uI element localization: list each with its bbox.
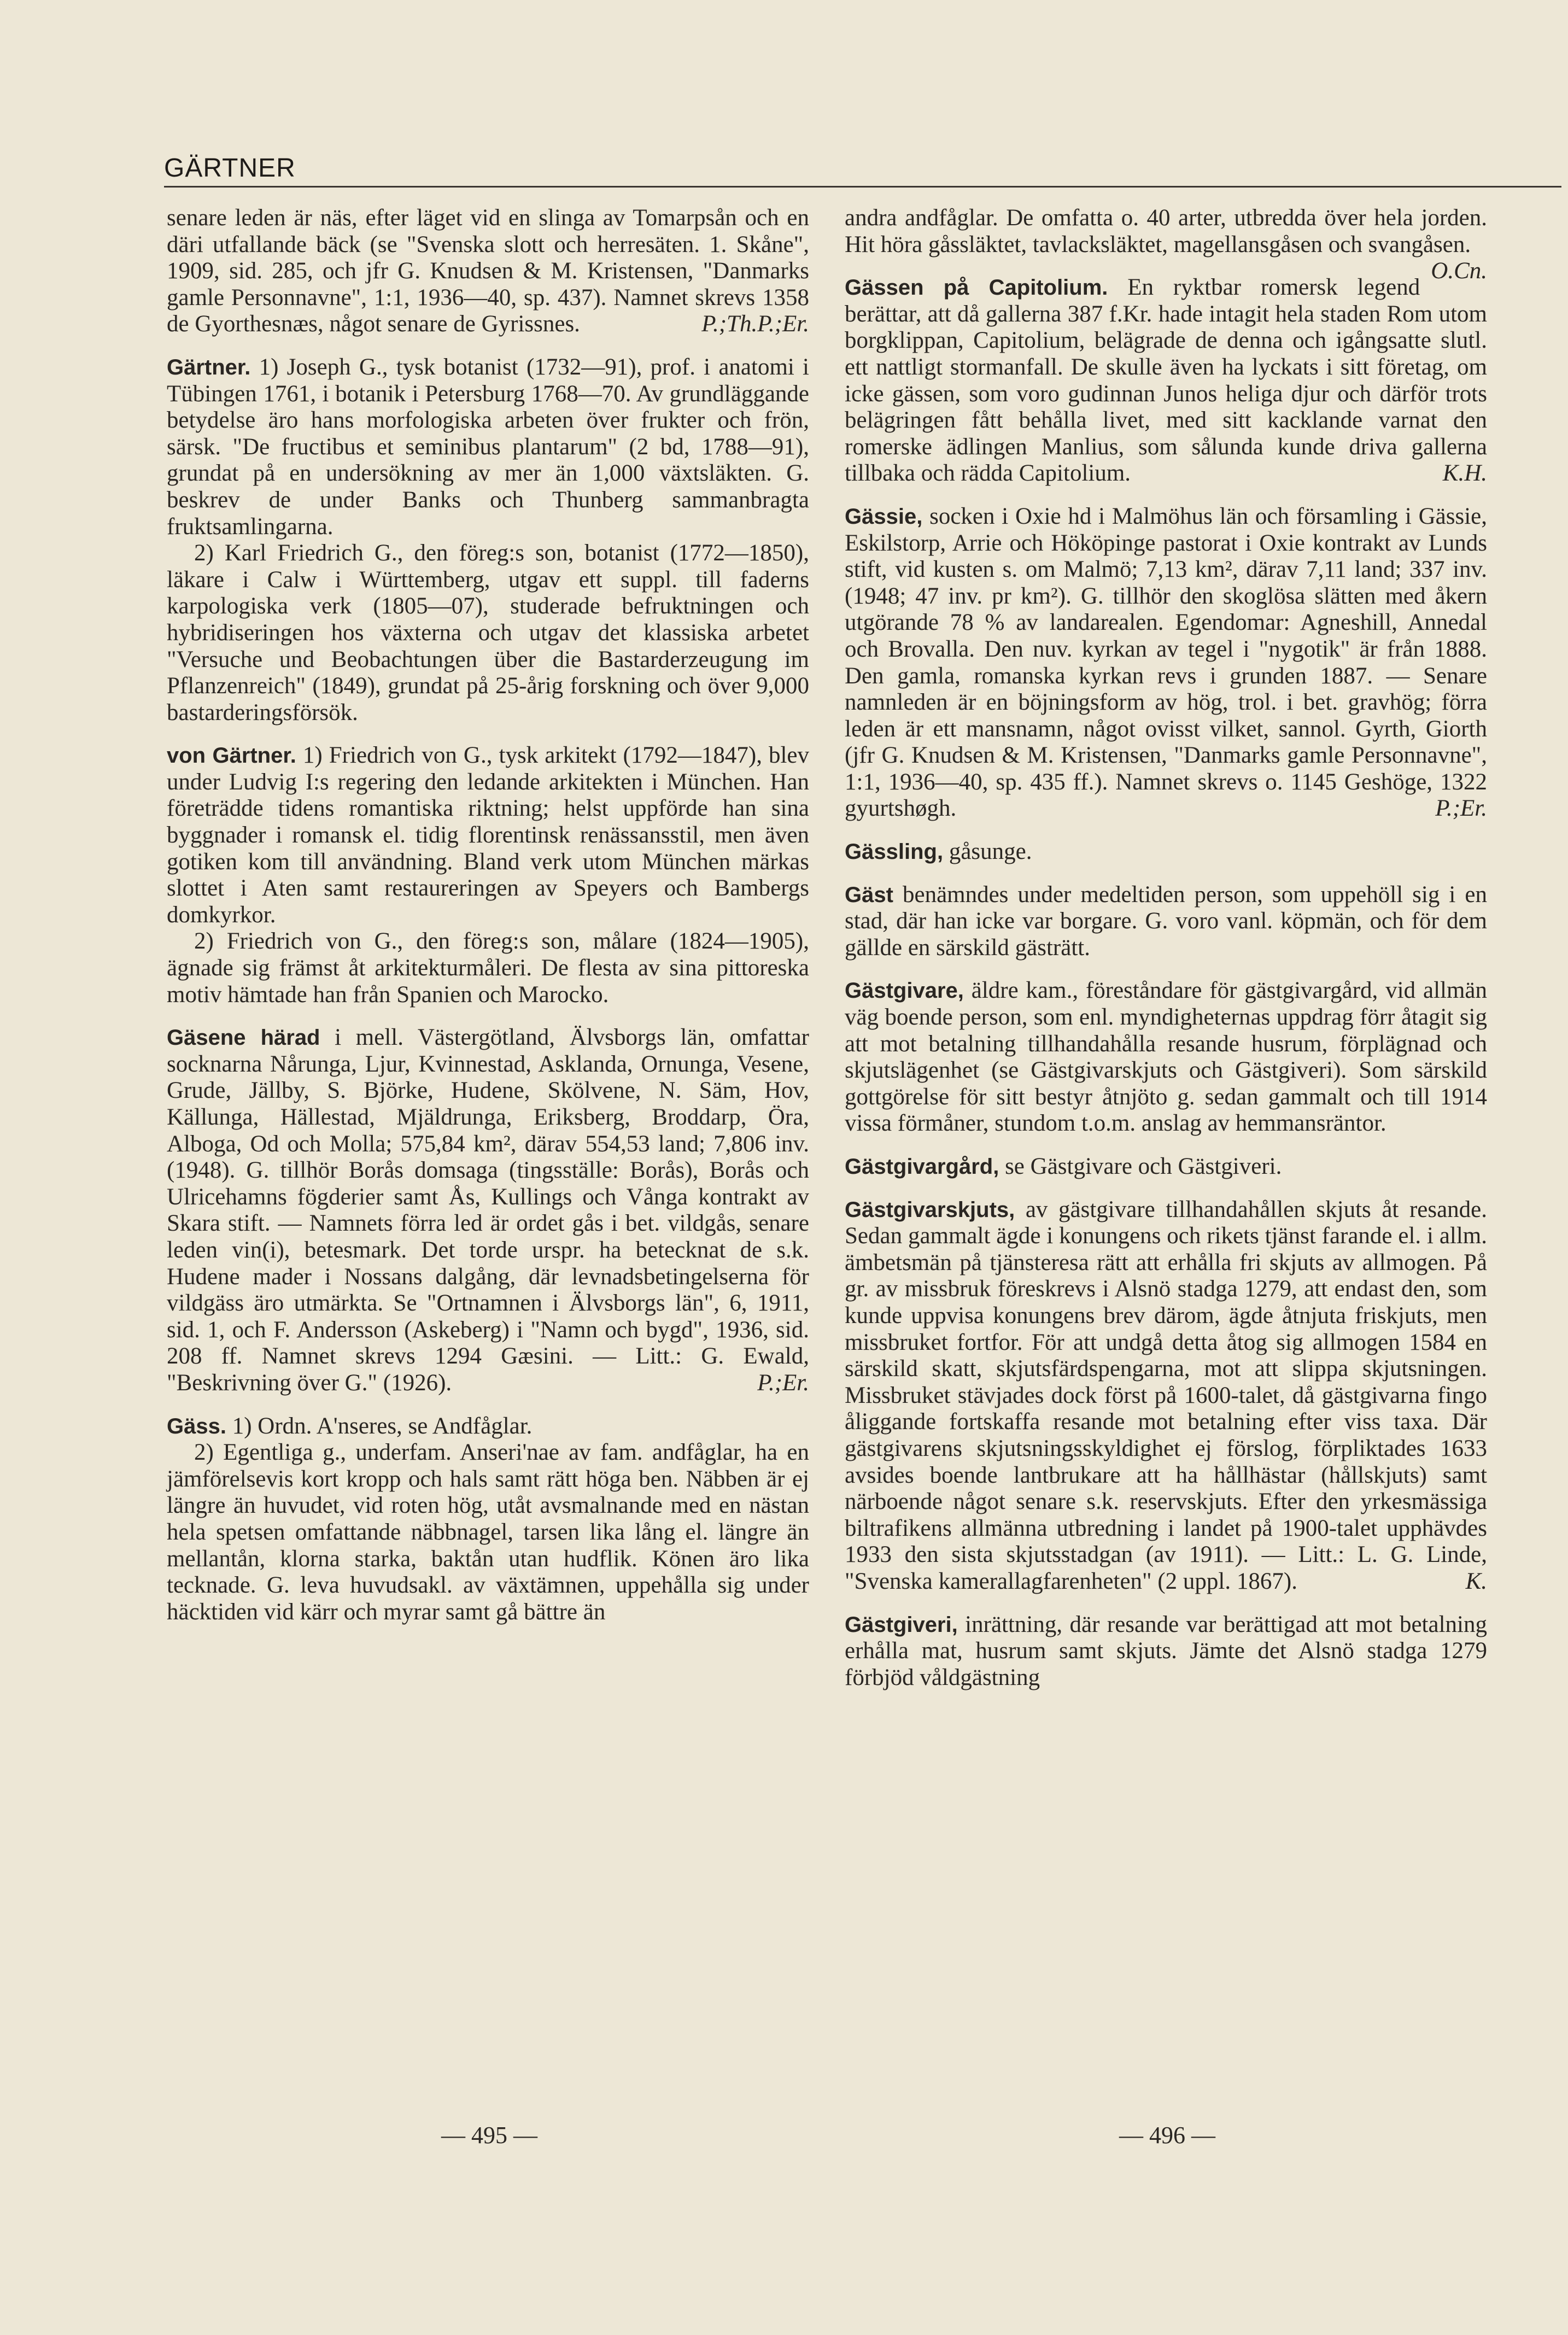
entry-headword: Gässling, bbox=[845, 840, 944, 864]
dictionary-entry bbox=[845, 839, 1487, 865]
entry-text: 1) Ordn. A'nseres, se Andfåglar. bbox=[226, 1413, 533, 1439]
entry-text: 2) Friedrich von G., den föreg:s son, målare (1824—1905), ägnade sig främst åt arkitekturmåleri. De flesta av sina pittoreska motiv hämtade han från Spanien och Marocko. bbox=[167, 928, 809, 1008]
entry-text: se Gästgivare och Gästgiveri. bbox=[999, 1154, 1282, 1179]
author-signature: P.;Er. bbox=[757, 1370, 809, 1396]
entry-text: benämndes under medeltiden person, som uppehöll sig i en stad, där han icke var borgare. G. voro vanl. köpmän, och för dem gällde en särskild gästrätt. bbox=[845, 881, 1487, 961]
entry-text: En ryktbar romersk legend berättar, att då gallerna 387 f.Kr. hade intagit hela staden Rom utom borgklippan, Capitolium, belägrade de denna och igångsatte slutl. ett nattligt stormanfall. De skulle även ha lyckats i sitt företag, om icke gässen, som voro gudinnan Junos heliga djur och därför trots belägringen fått behålla livet, med sitt kacklande varnat den romerske ädlingen Manlius, som sålunda kunde driva gallerna tillbaka och rädda Capitolium. bbox=[845, 274, 1487, 487]
entry-text: i mell. Västergötland, Älvsborgs län, omfattar socknarna Nårunga, Ljur, Kvinnestad, Asklanda, Ornunga, Vesene, Grude, Jällby, S. Björke, Hudene, Skölvene, N. Säm, Hov, Källunga, Hällestad, Mjäldrunga, Eriksberg, Broddarp, Öra, Alboga, Od och Molla; 575,84 km², därav 554,53 land; 7,806 inv. (1948). G. tillhör Borås domsaga (tingsställe: Borås), Borås och Ulricehamns fögderier samt Ås, Kullings och Vånga kontrakt av Skara stift. — Namnets förra led är ordet gås i bet. vildgås, senare leden vin(i), betesmark. Det torde urspr. ha betecknat de s.k. Hudene mader i Nossans dalgång, där levnadsbetingelserna för vildgäss äro utmärkta. Se "Ortnamnen i Älvsborgs län", 6, 1911, sid. 1, och F. Andersson (Askeberg) i "Namn och bygd", 1936, sid. 208 ff. Namnet skrevs 1294 Gæsini. — Litt.: G. Ewald, "Beskrivning över G." (1926). bbox=[167, 1025, 809, 1396]
dictionary-entry bbox=[167, 928, 809, 1008]
entry-text: 2) Karl Friedrich G., den föreg:s son, botanist (1772—1850), läkare i Calw i Württemberg, utgav ett suppl. till faderns karpologiska verk (1805—07), studerade befruktningen och hybridiseringen hos växterna och utgav det klassiska arbetet "Versuche und Beobachtungen über die Bastarderzeugung im Pflanzenreich" (1849), grundat på 25-årig forskning och över 9,000 bastarderingsförsök. bbox=[167, 540, 809, 725]
entry-headword: Gässie, bbox=[845, 504, 923, 529]
entry-text: 1) Friedrich von G., tysk arkitekt (1792—1847), blev under Ludvig I:s regering den ledande arkitekten i München. Han företrädde tidens romantiska riktning; helst uppförde han sina byggnader i romansk el. tidig florentinsk renässansstil, men även gotiken kom till användning. Bland verk utom München märkas slottet i Aten samt restaureringen av Speyers och Bambergs domkyrkor. bbox=[167, 742, 809, 928]
dictionary-entry bbox=[167, 1413, 809, 1440]
entry-headword: Gärtner. bbox=[167, 355, 251, 379]
entry-headword: Gässen på Capitolium. bbox=[845, 276, 1108, 300]
entry-text: äldre kam., föreståndare för gästgivargård, vid allmän väg boende person, som enl. myndigheternas uppdrag förr åtagit sig att mot betalning tillhandahålla resande husrum, förplägnad och skjutslägenhet (se Gästgivarskjuts och Gästgiveri). Som särskild gottgörelse för sitt bestyr åtnjöto g. sedan gammalt och till 1914 vissa förmåner, stundom t.o.m. anslag av hemmansräntor. bbox=[845, 978, 1487, 1137]
dictionary-entry bbox=[845, 978, 1487, 1137]
dictionary-entry bbox=[167, 742, 809, 928]
running-head: GÄRTNER bbox=[164, 154, 296, 183]
dictionary-entry bbox=[167, 1439, 809, 1625]
entry-headword: von Gärtner. bbox=[167, 744, 296, 768]
entry-text: senare leden är näs, efter läget vid en slinga av Tomarpsån och en däri utfallande bäck (se "Svenska slott och herresäten. 1. Skåne", 1909, sid. 285, och jfr G. Knudsen & M. Kristensen, "Danmarks gamle Personnavne", 1:1, 1936—40, sp. 437). Namnet skrevs 1358 de Gyorthesnæs, något senare de Gyrissnes. bbox=[167, 205, 809, 337]
author-signature: K. bbox=[1465, 1568, 1487, 1594]
dictionary-entry bbox=[167, 540, 809, 726]
dictionary-entry bbox=[167, 354, 809, 540]
dictionary-entry bbox=[845, 1197, 1487, 1595]
page-number-right: — 496 — bbox=[1119, 2122, 1215, 2149]
entry-headword: Gästgivare, bbox=[845, 979, 964, 1003]
entry-headword: Gäst bbox=[845, 882, 893, 907]
entry-text: gåsunge. bbox=[943, 839, 1032, 865]
entry-headword: Gästgivargård, bbox=[845, 1155, 999, 1179]
entry-text: 1) Joseph G., tysk botanist (1732—91), prof. i anatomi i Tübingen 1761, i botanik i Petersburg 1768—70. Av grundläggande betydelse äro hans morfologiska arbeten över frukter och frön, särsk. "De fructibus et seminibus plantarum" (2 bd, 1788—91), grundat på en undersökning av mer än 1,000 växtsläkten. G. beskrev de under Banks och Thunberg sammanbragta fruktsamlingarna. bbox=[167, 354, 809, 540]
entry-text: 2) Egentliga g., underfam. Anseri'nae av fam. andfåglar, ha en jämförelsevis kort kropp och hals samt rätt höga ben. Näbben är ej längre än huvudet, vid roten hög, utåt avsmalnande med en nästan hela spetsen omfattande näbbnagel, tarsen lika lång el. längre än mellantån, klorna starka, baktån utan hudflik. Könen äro lika tecknade. G. leva huvudsakl. av växtämnen, uppehålla sig under häcktiden vid kärr och myrar samt gå bättre än bbox=[167, 1439, 809, 1625]
entry-headword: Gäsene härad bbox=[167, 1026, 320, 1050]
dictionary-entry bbox=[845, 882, 1487, 962]
entry-headword: Gästgivarskjuts, bbox=[845, 1197, 1015, 1222]
entry-text: socken i Oxie hd i Malmöhus län och församling i Gässie, Eskilstorp, Arrie och Hököpinge pastorat i Oxie kontrakt av Lunds stift, vid kusten s. om Malmö; 7,13 km², därav 7,11 land; 337 inv. (1948; 47 inv. pr km²). G. tillhör den skoglösa slätten med åkern utgörande 78 % av landarealen. Egendomar: Agneshill, Annedal och Brovalla. Den nuv. kyrkan av tegel i "nygotik" är från 1888. Den gamla, romanska kyrkan revs i grunden 1887. — Senare namnleden är en böjningsform av hög, trol. i bet. gravhög; förra leden är ett mansnamn, något ovisst vilket, sannol. Gyrth, Giorth (jfr G. Knudsen & M. Kristensen, "Danmarks gamle Personnavne", 1:1, 1936—40, sp. 435 ff.). Namnet skrevs o. 1145 Geshöge, 1322 gyurtshøgh. bbox=[845, 503, 1487, 822]
dictionary-entry bbox=[167, 1025, 809, 1396]
dictionary-entry bbox=[845, 274, 1487, 487]
entry-text: av gästgivare tillhandahållen skjuts åt resande. Sedan gammalt ägde i konungens och rikets tjänst farande el. i allm. ämbetsmän på tjänsteresa rätt att erhålla fri skjuts av allmogen. På gr. av missbruk föreskrevs i Alsnö stadga 1279, att endast den, som kunde uppvisa konungens brev därom, ägde åtnjuta friskjuts, men missbruket fortfor. För att undgå detta åtog sig allmogen 1584 en särskild skatt, skjutsfärdspengarna, mot att slippa skjutsningen. Missbruket stävjades dock först på 1600-talet, då gästgivarna fingo åliggande fortskaffa resande mot betalning efter viss taxa. Där gästgivarens skjutsningsskyldighet ej förslog, förpliktades 1633 avsides boende lantbrukare att ha hållhästar (hållskjuts) samt närboende något senare s.k. reservskjuts. Efter den yrkesmässiga biltrafikens allmänna utbredning i landet på 1900-talet upphävdes 1933 den sista skjutsstadgan (av 1911). — Litt.: L. G. Linde, "Svenska kamerallagfarenheten" (2 uppl. 1867). bbox=[845, 1196, 1487, 1594]
dictionary-entry bbox=[845, 1154, 1487, 1180]
dictionary-entry bbox=[845, 504, 1487, 822]
author-signature: P.;Th.P.;Er. bbox=[701, 311, 809, 337]
header-rule bbox=[164, 186, 1561, 188]
dictionary-entry bbox=[845, 1612, 1487, 1692]
right-column bbox=[845, 205, 1487, 1691]
entry-headword: Gäss. bbox=[167, 1414, 226, 1438]
author-signature: O.Cn. bbox=[1431, 258, 1487, 284]
dictionary-entry bbox=[167, 205, 809, 338]
author-signature: K.H. bbox=[1442, 460, 1487, 487]
page-number-left: — 495 — bbox=[441, 2122, 537, 2149]
dictionary-entry bbox=[845, 205, 1487, 284]
entry-headword: Gästgiveri, bbox=[845, 1612, 958, 1637]
left-column bbox=[167, 205, 809, 1625]
author-signature: P.;Er. bbox=[1435, 795, 1487, 822]
entry-text: andra andfåglar. De omfatta o. 40 arter, utbredda över hela jorden. Hit höra gåssläktet, tavlacksläktet, magellansgåsen och svangåsen. bbox=[845, 205, 1487, 258]
entry-text: inrättning, där resande var berättigad att mot betalning erhålla mat, husrum samt skjuts. Jämte det Alsnö stadga 1279 förbjöd våldgästning bbox=[845, 1611, 1487, 1690]
